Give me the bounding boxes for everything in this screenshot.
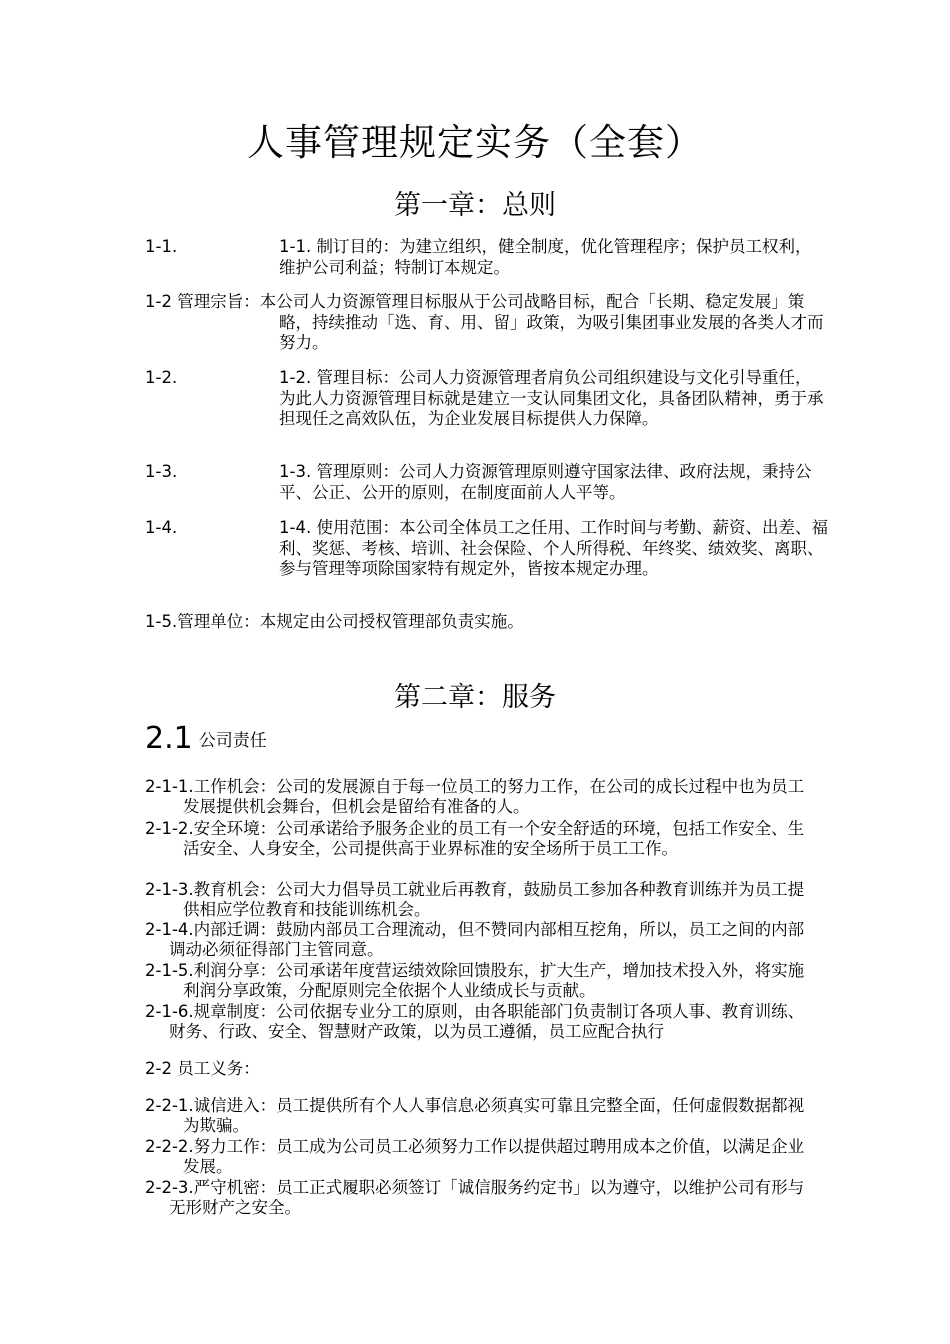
clause-label: 1-1.: [145, 237, 178, 256]
clause-text: 使用范围：本公司全体员工之任用、工作时间与考勤、薪资、出差、福利、奖惩、考核、培训、社会保险、个人所得税、年终奖、绩效奖、离职、参与管理等项除国家特有规定外，皆按本规定办理。: [279, 518, 828, 578]
clause-number: 1-3.: [279, 462, 312, 481]
item-number: 2-1-2.: [145, 819, 194, 838]
clause-label: 1-4.: [145, 518, 178, 537]
chapter-2-heading: 第二章：服务: [394, 682, 556, 713]
clause-1-2: [145, 368, 825, 430]
clause-text: 制订目的：为建立组织，健全制度，优化管理程序；保护员工权利，维护公司利益；特制订本规定。: [279, 237, 812, 277]
section-2-2-heading: [145, 1058, 260, 1079]
item-text: 努力工作：员工成为公司员工必须努力工作以提供超过聘用成本之价值，以满足企业发展。: [183, 1137, 805, 1176]
clause-text: 管理单位：本规定由公司授权管理部负责实施。: [177, 612, 524, 631]
item-number: 2-2-2.: [145, 1137, 194, 1156]
item-number: 2-1-1.: [145, 777, 194, 796]
item-number: 2-1-6.: [145, 1002, 194, 1021]
clause-number: 1-5.: [145, 612, 178, 631]
item-text: 教育机会：公司大力倡导员工就业后再教育，鼓励员工参加各种教育训练并为员工提供相应学位教育和技能训练机会。: [183, 880, 805, 919]
item-2-1-4: [145, 920, 810, 960]
item-2-1-3: [145, 880, 810, 920]
item-number: 2-2-1.: [145, 1096, 194, 1115]
item-text: 规章制度：公司依据专业分工的原则，由各职能部门负责制订各项人事、教育训练、财务、行政、安全、智慧财产政策，以为员工遵循，员工应配合执行: [169, 1002, 805, 1041]
clause-text: 管理原则：公司人力资源管理原则遵守国家法律、政府法规，秉持公平、公正、公开的原则，在制度面前人人平等。: [279, 462, 812, 502]
item-2-2-2: [145, 1137, 810, 1177]
item-2-1-1: [145, 777, 810, 817]
item-text: 严守机密：员工正式履职必须签订「诚信服务约定书」以为遵守，以维护公司有形与无形财产之安全。: [169, 1178, 805, 1217]
section-number: 2-2: [145, 1059, 172, 1078]
clause-number: 1-2: [145, 292, 172, 311]
item-text: 利润分享：公司承诺年度营运绩效除回馈股东，扩大生产，增加技术投入外，将实施利润分享政策，分配原则完全依据个人业绩成长与贡献。: [183, 961, 805, 1000]
item-2-2-3: [145, 1178, 810, 1218]
clause-1-2-purpose: [145, 292, 825, 354]
clause-number: 1-2.: [279, 368, 312, 387]
item-number: 2-1-3.: [145, 880, 194, 899]
clause-number: 1-1.: [279, 237, 312, 256]
clause-text: 管理宗旨：本公司人力资源管理目标服从于公司战略目标，配合「长期、稳定发展」策略，持续推动「选、育、用、留」政策，为吸引集团事业发展的各类人才而努力。: [171, 292, 824, 352]
item-text: 诚信进入：员工提供所有个人人事信息必须真实可靠且完整全面，任何虚假数据都视为欺骗。: [183, 1096, 805, 1135]
item-2-1-2: [145, 819, 810, 859]
item-number: 2-2-3.: [145, 1178, 194, 1197]
item-text: 安全环境：公司承诺给予服务企业的员工有一个安全舒适的环境，包括工作安全、生活安全、人身安全，公司提供高于业界标准的安全场所于员工工作。: [183, 819, 805, 858]
section-title: 员工义务：: [177, 1059, 260, 1078]
item-2-1-6: [145, 1002, 810, 1042]
clause-1-3: [145, 462, 825, 503]
clause-label: 1-2.: [145, 368, 178, 387]
item-text: 内部迁调：鼓励内部员工合理流动，但不赞同内部相互挖角，所以，员工之间的内部调动必须征得部门主管同意。: [169, 920, 805, 959]
clause-label: 1-3.: [145, 462, 178, 481]
document-title: 人事管理规定实务（全套）: [247, 121, 703, 164]
item-2-2-1: [145, 1096, 810, 1136]
item-text: 工作机会：公司的发展源自于每一位员工的努力工作，在公司的成长过程中也为员工发展提供机会舞台，但机会是留给有准备的人。: [183, 777, 805, 816]
section-number: 2.1: [145, 721, 193, 756]
section-2-1-heading: [145, 721, 267, 756]
clause-1-4: [145, 518, 830, 580]
clause-number: 1-4.: [279, 518, 312, 537]
section-title: 公司责任: [198, 731, 267, 751]
clause-1-5: [145, 612, 825, 633]
item-number: 2-1-5.: [145, 961, 194, 980]
clause-text: 管理目标：公司人力资源管理者肩负公司组织建设与文化引导重任，为此人力资源管理目标就是建立一支认同集团文化，具备团队精神，勇于承担现任之高效队伍，为企业发展目标提供人力保障。: [279, 368, 824, 428]
chapter-1-heading: 第一章：总则: [394, 190, 556, 221]
clause-1-1: [145, 237, 825, 278]
item-2-1-5: [145, 961, 810, 1001]
item-number: 2-1-4.: [145, 920, 194, 939]
